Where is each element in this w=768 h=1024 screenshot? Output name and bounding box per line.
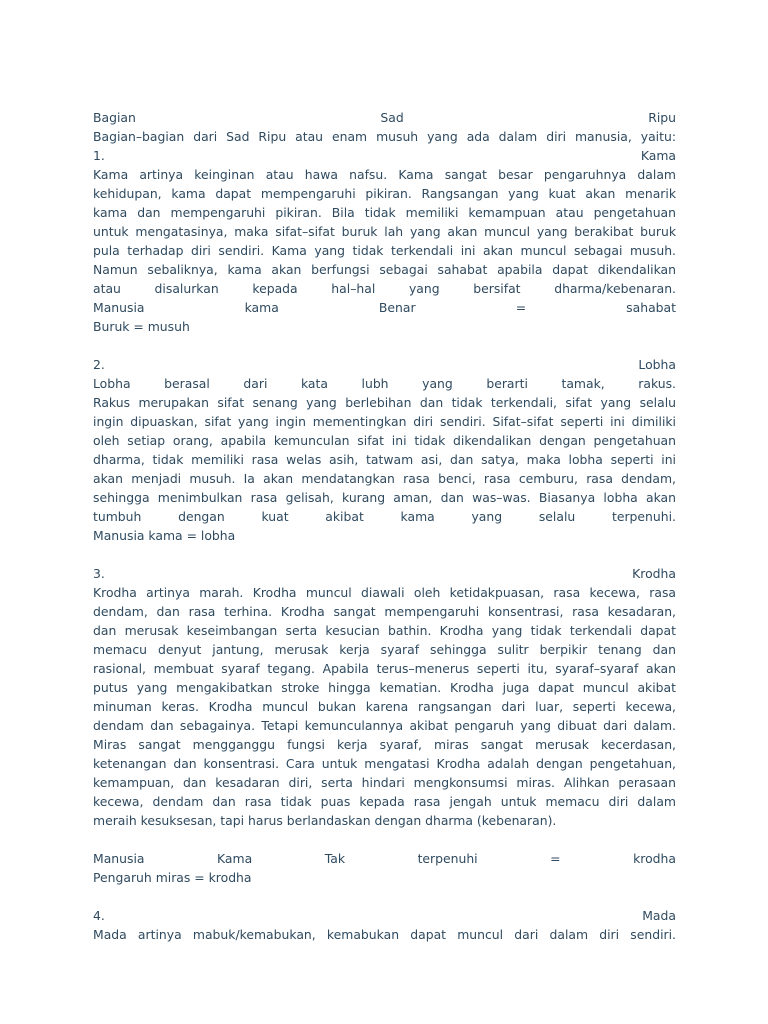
paragraph-line: kemampuan, dan kesadaran diri, serta hindari mengkonsumsi miras. Alihkan perasaan [93,775,676,790]
paragraph-line: kecewa, dendam dan rasa tidak puas kepada rasa jengah untuk memacu diri dalam [93,794,676,809]
paragraph-line: pula terhadap diri sendiri. Kama yang tidak terkendali ini akan muncul sebagai musuh. [93,243,676,258]
paragraph-line: minuman keras. Krodha muncul bukan karena rangsangan dari luar, seperti kecewa, [93,699,676,714]
paragraph-line: oleh setiap orang, apabila kemunculan sifat ini tidak dikendalikan dengan pengetahuan [93,433,676,448]
paragraph-line: dharma, tidak memiliki rasa welas asih, tatwam asi, dan satya, maka lobha seperti ini [93,452,676,467]
paragraph-line: dendam, dan rasa terhina. Krodha sangat mempengaruhi konsentrasi, rasa kesadaran, [93,604,676,619]
paragraph-line: ingin dipuaskan, sifat yang ingin mementingkan diri sendiri. Sifat–sifat seperti ini dimiliki [93,414,676,429]
section-krodha-formula [93,849,676,887]
paragraph-line: Lobha berasal dari kata lubh yang berarti tamak, rakus. [93,376,676,391]
paragraph-line: Kama artinya keinginan atau hawa nafsu. Kama sangat besar pengaruhnya dalam [93,167,676,182]
section-heading-kama: 1. Kama [93,148,676,163]
paragraph-line: untuk mengatasinya, maka sifat–sifat buruk lah yang akan muncul yang berakibat buruk [93,224,676,239]
paragraph-line: Rakus merupakan sifat senang yang berlebihan dan tidak terkendali, sifat yang selalu [93,395,676,410]
paragraph-line: ketenangan dan konsentrasi. Cara untuk mengatasi Krodha adalah dengan pengetahuan, [93,756,676,771]
paragraph-line: Miras sangat mengganggu fungsi kerja syaraf, miras sangat merusak kecerdasan, [93,737,676,752]
paragraph-spacer [93,545,676,564]
section-lobha [93,355,676,545]
section-mada [93,906,676,944]
section-krodha [93,564,676,830]
paragraph-line: dan merusak keseimbangan serta kesucian bathin. Krodha yang tidak terkendali dapat [93,623,676,638]
section-heading-krodha: 3. Krodha [93,566,676,581]
paragraph-spacer [93,887,676,906]
paragraph-line: atau disalurkan kepada hal–hal yang bersifat dharma/kebenaran. [93,281,676,296]
paragraph-line: Krodha artinya marah. Krodha muncul diawali oleh ketidakpuasan, rasa kecewa, rasa [93,585,676,600]
section-heading-mada: 4. Mada [93,908,676,923]
paragraph-line: sehingga menimbulkan rasa gelisah, kurang aman, dan was–was. Biasanya lobha akan [93,490,676,505]
section-heading-lobha: 2. Lobha [93,357,676,372]
paragraph-line: putus yang mengakibatkan stroke hingga kematian. Krodha juga dapat muncul akibat [93,680,676,695]
paragraph-line: rasional, membuat syaraf tegang. Apabila terus–menerus seperti itu, syaraf–syaraf akan [93,661,676,676]
section-intro-kama [93,108,676,336]
paragraph-line: dendam dan sebagainya. Tetapi kemunculannya akibat pengaruh yang dibuat dari dalam. [93,718,676,733]
intro-line: Bagian–bagian dari Sad Ripu atau enam musuh yang ada dalam diri manusia, yaitu: [93,129,676,144]
paragraph-line: Mada artinya mabuk/kemabukan, kemabukan dapat muncul dari dalam diri sendiri. [93,927,676,942]
document-page [93,108,676,944]
paragraph-line: meraih kesuksesan, tapi harus berlandaskan dengan dharma (kebenaran). [93,813,557,828]
paragraph-line: Namun sebaliknya, kama akan berfungsi sebagai sahabat apabila dapat dikendalikan [93,262,676,277]
paragraph-line: akan menjadi musuh. Ia akan mendatangkan rasa benci, rasa cemburu, rasa dendam, [93,471,676,486]
paragraph-line: kama dan mempengaruhi pikiran. Bila tidak memiliki kemampuan atau pengetahuan [93,205,676,220]
paragraph-spacer [93,830,676,849]
formula-line: Manusia Kama Tak terpenuhi = krodha [93,851,676,866]
paragraph-line: kehidupan, kama dapat mempengaruhi pikiran. Rangsangan yang kuat akan menarik [93,186,676,201]
paragraph-line: memacu denyut jantung, merusak kerja syaraf sehingga sulitr berpikir tenang dan [93,642,676,657]
paragraph-spacer [93,336,676,355]
formula-line: Manusia kama = lobha [93,528,236,543]
paragraph-line: tumbuh dengan kuat akibat kama yang selalu terpenuhi. [93,509,676,524]
document-title: Bagian Sad Ripu [93,110,676,125]
formula-line: Buruk = musuh [93,319,190,334]
formula-line: Manusia kama Benar = sahabat [93,300,676,315]
formula-line: Pengaruh miras = krodha [93,870,252,885]
